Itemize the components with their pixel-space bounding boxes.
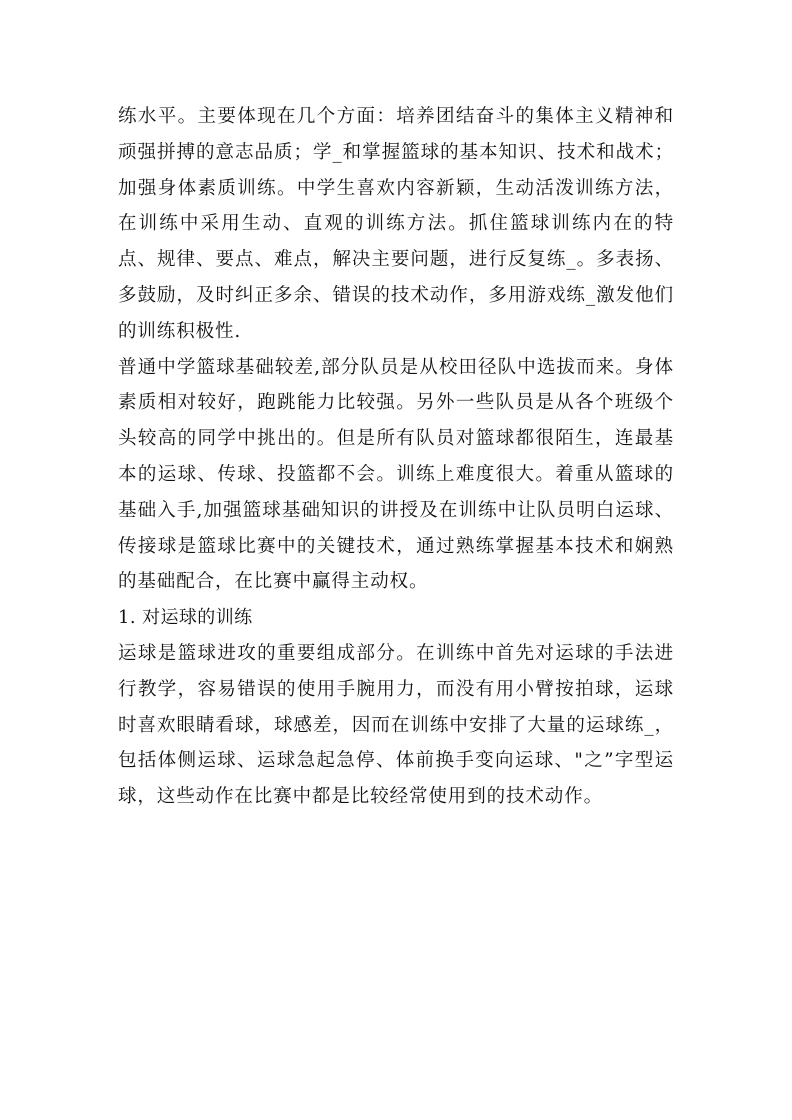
body-paragraph-1: 练水平。主要体现在几个方面：培养团结奋斗的集体主义精神和顽强拼搏的意志品质；学_和掌握篮球的基本知识、技术和战术；加强身体素质训练。中学生喜欢内容新颖，生动活泼训练方法，在训练中采用生动、直观的训练方法。抓住篮球训练内在的特点、规律、要点、难点，解决主要问题，进行反复练_。多表扬、多鼓励，及时纠正多余、错误的技术动作，多用游戏练_激发他们的训练积极性. [118,106,674,342]
body-paragraph-2: 普通中学篮球基础较差,部分队员是从校田径队中选拔而来。身体素质相对较好，跑跳能力比较强。另外一些队员是从各个班级个头较高的同学中挑出的。但是所有队员对篮球都很陌生，连最基本的运球、传球、投篮都不会。训练上难度很大。着重从篮球的基础入手,加强篮球基础知识的讲授及在训练中让队员明白运球、传接球是篮球比赛中的关键技术，通过熟练掌握基本技术和娴熟的基础配合，在比赛中赢得主动权。 [118,356,674,593]
document-page [118,99,674,815]
section-paragraph: 运球是篮球进攻的重要组成部分。在训练中首先对运球的手法进行教学，容易错误的使用手腕用力，而没有用小臂按拍球，运球时喜欢眼睛看球，球感差，因而在训练中安排了大量的运球练_，包括体侧运球、运球急起急停、体前换手变向运球、"之”字型运球，这些动作在比赛中都是比较经常使用到的技术动作。 [118,642,674,808]
section-heading: 1. 对运球的训练 [118,607,253,629]
